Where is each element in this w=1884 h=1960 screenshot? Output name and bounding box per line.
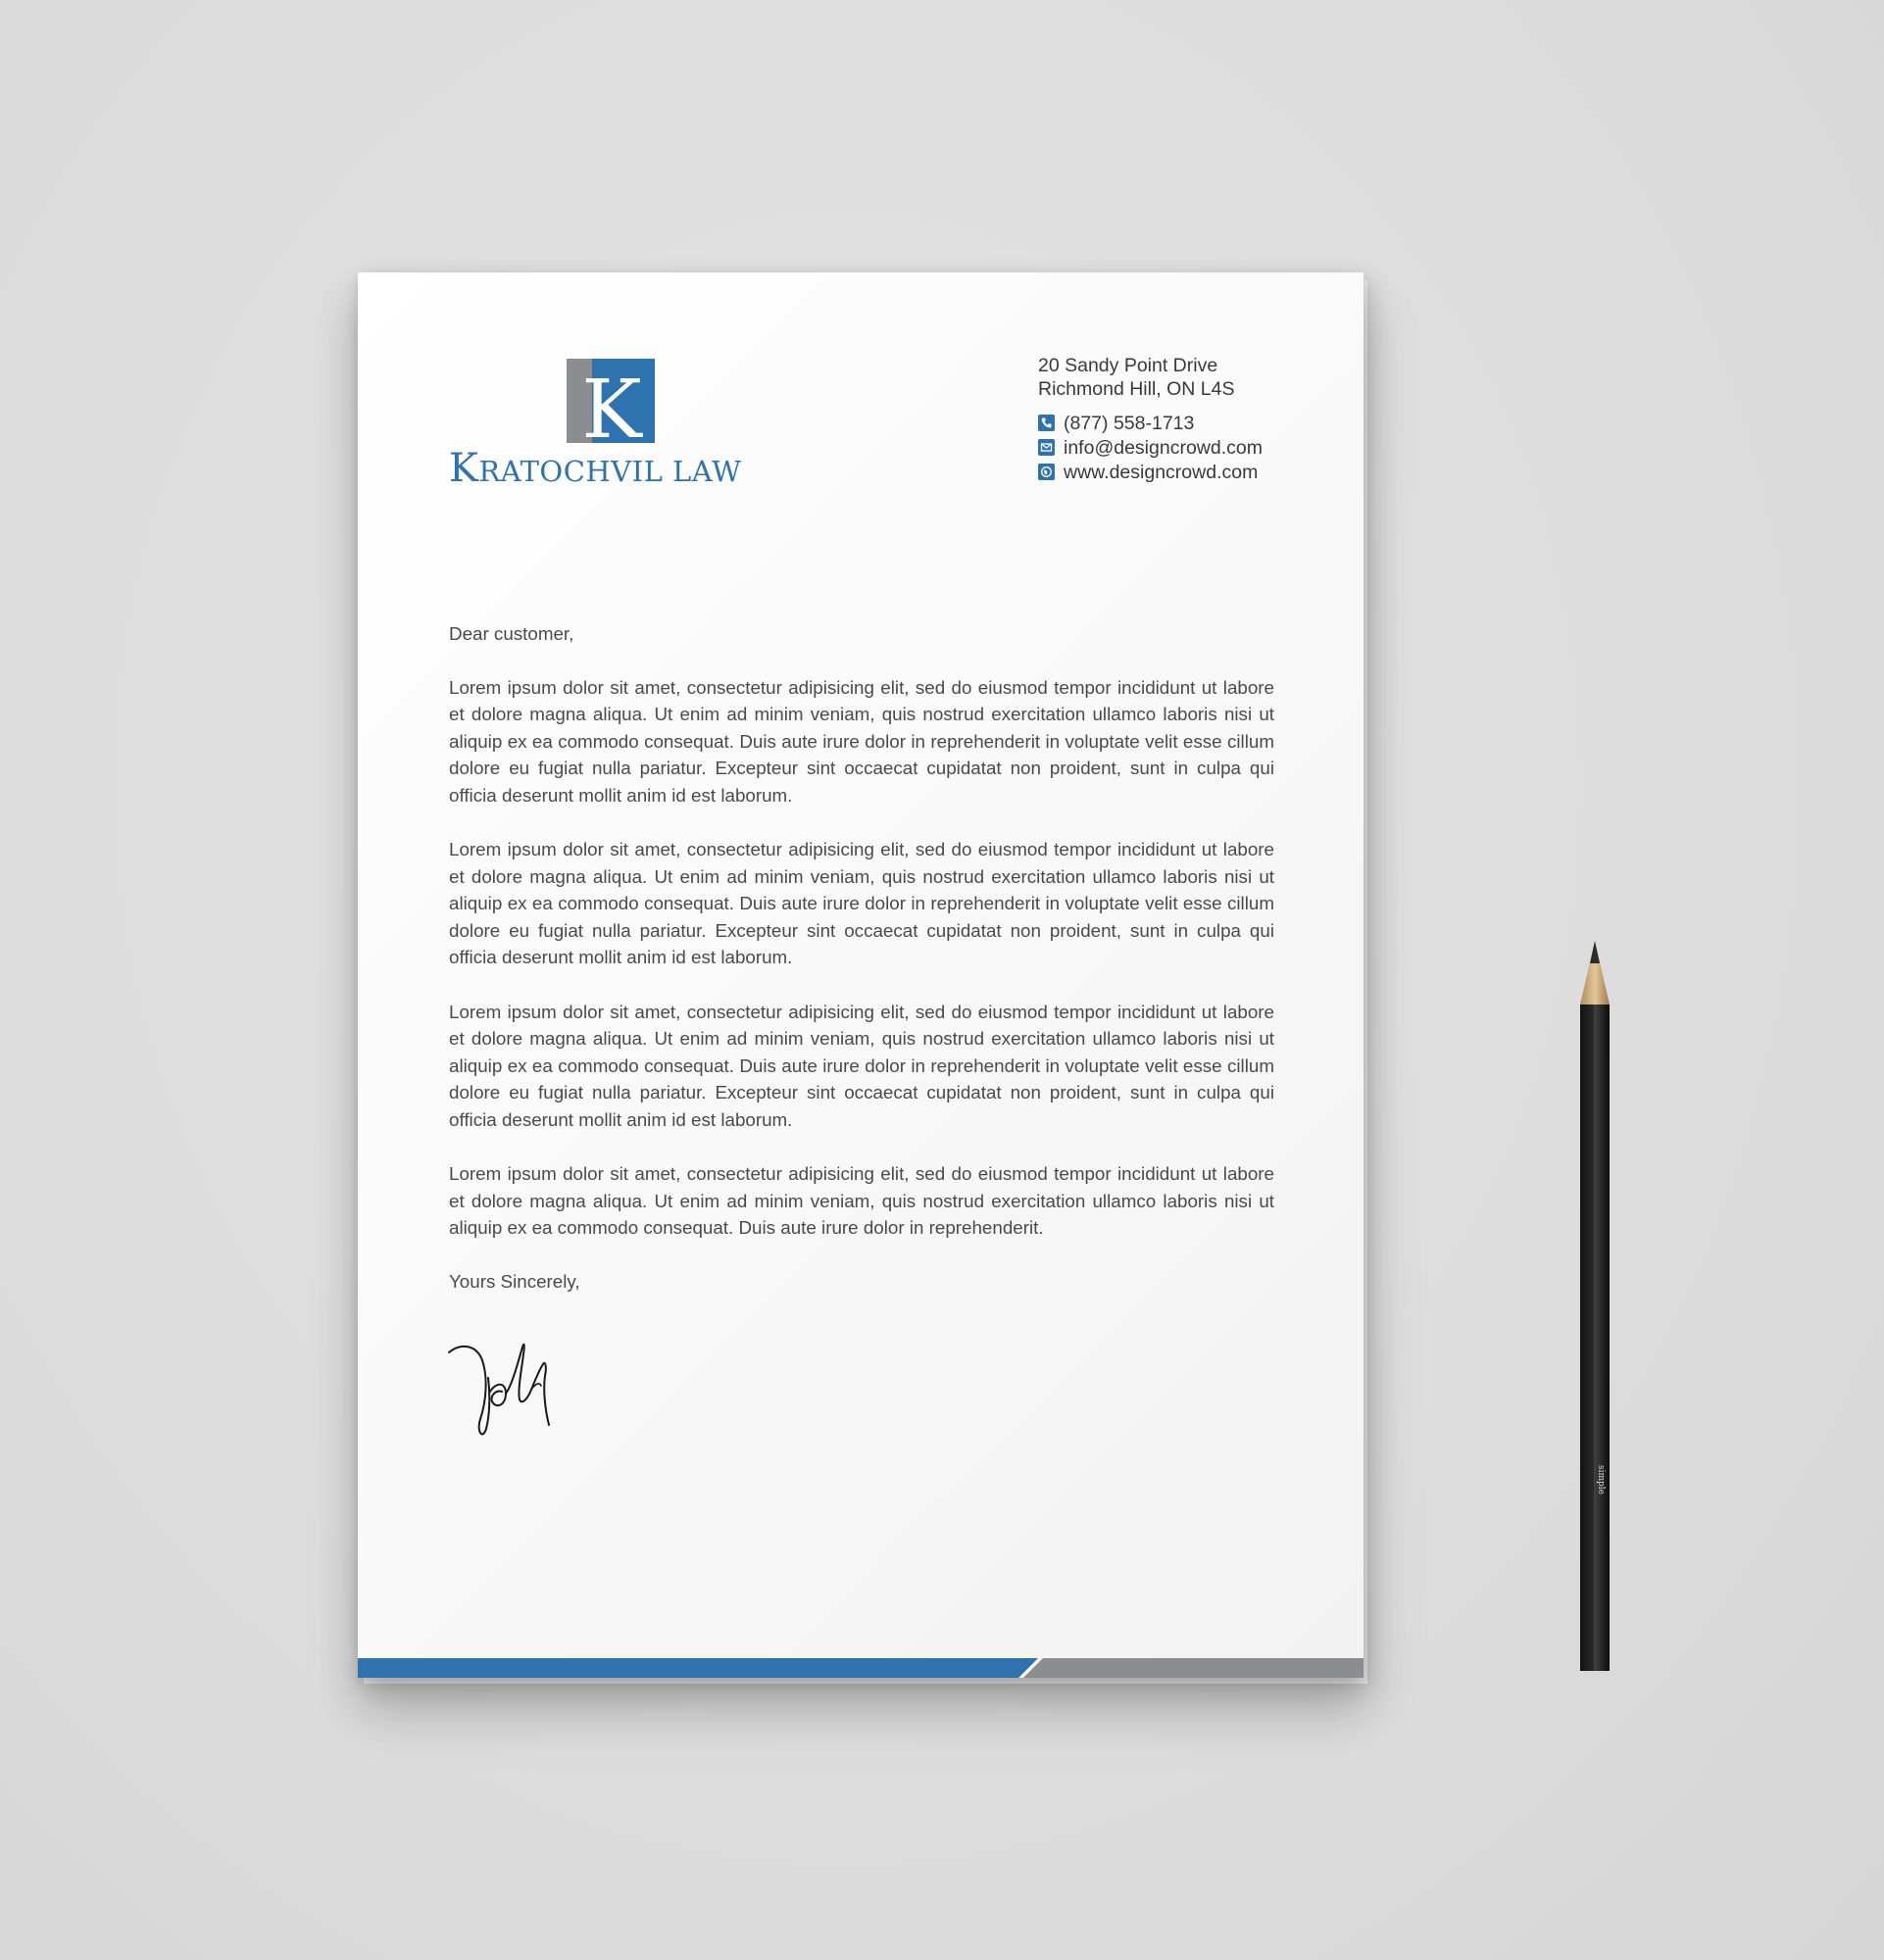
letter-closing: Yours Sincerely, xyxy=(449,1271,580,1293)
footer-color-bar xyxy=(358,1658,1363,1678)
email-address: info@designcrowd.com xyxy=(1064,436,1263,459)
letter-paragraph-1: Lorem ipsum dolor sit amet, consectetur adipisicing elit, sed do eiusmod tempor incididunt ut labore et dolore magna aliqua. Ut enim ad minim veniam, quis nostrud exercitation ullamco laboris nisi ut aliquip ex ea commodo consequat. Duis aute irure dolor in reprehenderit in voluptate velit esse cillum dolore eu fugiat nulla pariatur. Excepteur sint occaecat cupidatat non proident, sunt in culpa qui officia deserunt mollit anim id est laborum. xyxy=(449,676,1274,806)
letter-paragraph-3: Lorem ipsum dolor sit amet, consectetur adipisicing elit, sed do eiusmod tempor incididunt ut labore et dolore magna aliqua. Ut enim ad minim veniam, quis nostrud exercitation ullamco laboris nisi ut aliquip ex ea commodo consequat. Duis aute irure dolor in reprehenderit in voluptate velit esse cillum dolore eu fugiat nulla pariatur. Excepteur sint occaecat cupidatat non proident, sunt in culpa qui officia deserunt mollit anim id est laborum. xyxy=(449,1001,1274,1130)
mail-icon xyxy=(1038,439,1055,456)
pencil xyxy=(1575,936,1614,1681)
letter-paragraph-2: Lorem ipsum dolor sit amet, consectetur adipisicing elit, sed do eiusmod tempor incididunt ut labore et dolore magna aliqua. Ut enim ad minim veniam, quis nostrud exercitation ullamco laboris nisi ut aliquip ex ea commodo consequat. Duis aute irure dolor in reprehenderit in voluptate velit esse cillum dolore eu fugiat nulla pariatur. Excepteur sint occaecat cupidatat non proident, sunt in culpa qui officia deserunt mollit anim id est laborum. xyxy=(449,839,1274,968)
phone-icon xyxy=(1038,415,1055,431)
contact-block xyxy=(1038,354,1263,484)
pencil-brand-label: simple xyxy=(1596,1465,1606,1494)
company-name-initial: K xyxy=(449,446,479,491)
footer-gray-bar xyxy=(1023,1658,1363,1678)
letter-paragraph-4: Lorem ipsum dolor sit amet, consectetur adipisicing elit, sed do eiusmod tempor incididunt ut labore et dolore magna aliqua. Ut enim ad minim veniam, quis nostrud exercitation ullamco laboris nisi ut aliquip ex ea commodo consequat. Duis aute irure dolor in reprehenderit. xyxy=(449,1163,1274,1239)
handwritten-signature xyxy=(447,1331,574,1448)
website-row xyxy=(1038,460,1263,484)
address-line-2: Richmond Hill, ON L4S xyxy=(1038,378,1235,400)
kratochvil-logo-icon xyxy=(567,359,655,443)
globe-icon xyxy=(1038,464,1055,480)
letter-greeting: Dear customer, xyxy=(449,623,574,644)
company-name xyxy=(449,446,782,491)
phone-number: (877) 558-1713 xyxy=(1064,412,1195,434)
letterhead-page xyxy=(358,272,1363,1678)
letter-body xyxy=(449,620,1274,1296)
company-name-rest: RATOCHVIL LAW xyxy=(478,455,742,488)
logo-letter: K xyxy=(581,364,642,443)
email-row xyxy=(1038,435,1263,460)
website-url: www.designcrowd.com xyxy=(1064,461,1259,483)
footer-blue-bar xyxy=(358,1658,1038,1678)
phone-row xyxy=(1038,411,1263,435)
address-line-1: 20 Sandy Point Drive xyxy=(1038,355,1218,376)
